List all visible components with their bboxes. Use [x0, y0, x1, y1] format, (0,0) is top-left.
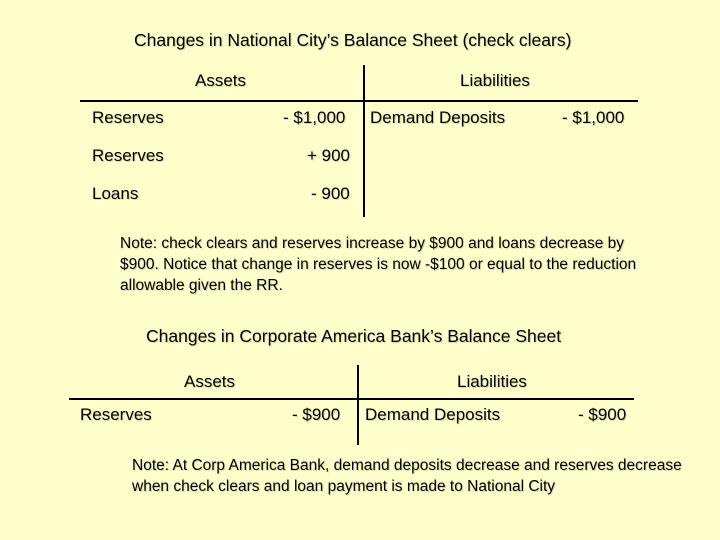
sheet1-liabilities-header: Liabilities	[460, 71, 530, 90]
sheet1-row2-asset-change: + 900	[307, 146, 351, 165]
sheet2-liabilities-header: Liabilities	[457, 372, 527, 391]
sheet2-assets-header: Assets	[184, 372, 236, 391]
sheet1-row1-asset-change: - $1,000	[283, 108, 346, 127]
sheet1-note: Note: check clears and reserves increase by $900 and loans decrease by $900. Notice that change in reserves is now -$100 or equal to the reduction allowable given the RR.	[120, 235, 637, 294]
sheet1-row1-liability-change: - $1,000	[562, 108, 625, 127]
sheet2-row1-asset-change: - $900	[292, 405, 341, 424]
sheet1-assets-header: Assets	[195, 71, 247, 90]
sheet2-title: Changes in Corporate America Bank’s Balance Sheet	[146, 326, 562, 346]
sheet1-t-account-vertical-line	[363, 65, 365, 217]
sheet1-row3-asset: Loans	[92, 184, 139, 203]
sheet2-row1-liability: Demand Deposits	[365, 405, 501, 424]
sheet1-row3-asset-change: - 900	[311, 184, 350, 203]
sheet1-row1-asset: Reserves	[92, 108, 164, 127]
sheet1-title: Changes in National City’s Balance Sheet (check clears)	[134, 30, 572, 50]
sheet2-row1-asset: Reserves	[80, 405, 152, 424]
sheet1-row2-asset: Reserves	[92, 146, 164, 165]
sheet1-row1-liability: Demand Deposits	[370, 108, 506, 127]
sheet2-t-account-vertical-line	[357, 365, 359, 445]
sheet2-t-account-horizontal-line	[69, 398, 634, 400]
sheet1-t-account-horizontal-line	[80, 100, 638, 102]
sheet2-row1-liability-change: - $900	[578, 405, 627, 424]
sheet2-note: Note: At Corp America Bank, demand deposits decrease and reserves decrease when check clears and loan payment is made to National City	[132, 457, 682, 495]
